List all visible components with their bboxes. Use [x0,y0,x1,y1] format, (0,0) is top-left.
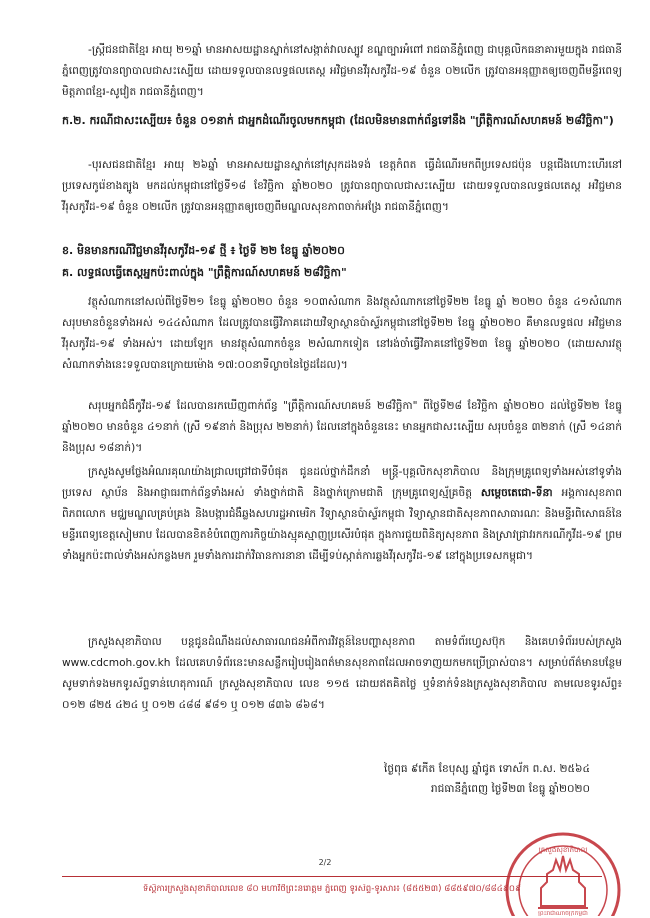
section-heading-k2: ក.២. ករណីជាសះស្បើយ៖ ចំនួន ០១នាក់ ជាអ្នកដំណើរចូលមកកម្ពុជា (ដែលមិនមានពាក់ព័ន្ធទៅនឹង "ព្រឹត្តិការណ៍សហគមន៍ ២៨វិច្ឆិកា") [62,114,614,127]
case-summary-paragraph: សរុបអ្នកជំងឺកូវីដ-១៩ ដែលបានរកឃើញពាក់ព័ន្ធ "ព្រឹត្តិការណ៍សហគមន៍ ២៨វិច្ឆិកា" ពីថ្ងៃទី២៨ ខែវិច្ឆិកា ឆ្នាំ២០២០ ដល់ថ្ងៃទី២២ ខែធ្នូ ឆ្នាំ២០២០ មានចំនួន ៤១នាក់ (ស្រី ១៩នាក់ និងប្រុស ២២នាក់) ដែលនៅក្នុងចំនួននេះ មានអ្នកជាសះស្បើយ សរុបចំនួន ៣២នាក់ (ស្រី ១៤នាក់ និងប្រុស ១៨នាក់)។ [62,400,622,454]
acknowledgement-text-start: ក្រសួងសូមថ្លែងអំណរគុណយ៉ាងជ្រាលជ្រៅជាទីបំផុត ជូនដល់ថ្នាក់ដឹកនាំ មន្ត្រី-បុគ្គលិកសុខាភិបាល និងក្រុមគ្រូពេទ្យទាំងអស់នៅទូទាំងប្រទេស ស្ថាប័ន និងអាជ្ញាធរពាក់ព័ន្ធទាំងអស់ ទាំងថ្នាក់ជាតិ និងថ្នាក់ក្រោមជាតិ ក្រុមគ្រូពេទ្យស្ម័គ្រចិត្ត [62,466,622,499]
section-heading-kh: ខ. មិនមានករណីវិជ្ជមានវីរុសកូវីដ-១៩ ថ្មី ៖ ថ្ងៃទី ២២ ខែធ្នូ ឆ្នាំ២០២០ [62,244,345,257]
acknowledgement-paragraph [62,462,622,567]
lunar-date-line: ថ្ងៃពុធ ៩កើត ខែបុស្ស ឆ្នាំជូត ទោស័ក ព.ស. ២៥៦៤ [384,763,590,775]
section-heading-k: គ. លទ្ធផលធ្វើតេស្តអ្នកប៉ះពាល់ក្នុង "ព្រឹត្តិការណ៍សហគមន៍ ២៨វិច្ឆិកា" [62,266,347,279]
ministry-seal-icon [500,826,626,916]
contact-info-paragraph: ក្រសួងសុខាភិបាល បន្តជូនដំណឹងដល់សាធារណជនអំពីការវិវត្តន៍នៃបញ្ហាសុខភាព តាមទំព័រហ្វេសប៊ុក និងគេហទំព័ររបស់ក្រសួង www.cdcmoh.gov.kh ដែលគេហទំព័រនេះមានសន្លឹករៀបរៀងពត៌មានសុខភាពដែលអាចទាញយកមកប្រើប្រាស់បាន។ សម្រាប់ព័ត៌មានបន្ថែម សូមទាក់ទងមកទូរស័ព្ទទាន់ហេតុការណ៍ ក្រសួងសុខាភិបាល លេខ ១១៥ ដោយឥតគិតថ្លៃ ឬទំនាក់ទំនងក្រសួងសុខាភិបាល តាមលេខទូរស័ព្ទ៖ ០១២ ៨២៥ ៤២៤ ឬ ០១២ ៤៨៨ ៩៨១ ឬ ០១២ ៨៣៦ ៨៦៨។ [62,636,622,711]
recovered-case-paragraph-1: -ស្ត្រីជនជាតិខ្មែរ អាយុ ២១ឆ្នាំ មានអាសយដ្ឋានស្នាក់នៅសង្កាត់វាលស្បូវ ខណ្ឌច្បារអំពៅ រាជធានីភ្នំពេញ ជាបុគ្គលិកធនាគារមួយក្នុង រាជធានីភ្នំពេញត្រូវបានព្យាបាលជាសះស្បើយ ដោយទទួលបានលទ្ធផលតេស្ត អវិជ្ជមានវីរុសកូវីដ-១៩ ចំនួន ០២លើក ត្រូវបានអនុញ្ញាតឲ្យចេញពីមន្ទីរពេទ្យមិត្តភាពខ្មែរ-សូវៀត រាជធានីភ្នំពេញ។ [62,44,622,98]
test-results-paragraph: វត្ថុសំណាកនៅសល់ពីថ្ងៃទី២១ ខែធ្នូ ឆ្នាំ២០២០ ចំនួន ១០៣សំណាក និងវត្ថុសំណាកនៅថ្ងៃទី២២ ខែធ្នូ ឆ្នាំ ២០២០ ចំនួន ៤១សំណាក សរុបមានចំនួនទាំងអស់ ១៤៤សំណាក ដែលត្រូវបានធ្វើវិភាគដោយវិទ្យាស្ថានប៉ាស្ទ័រកម្ពុជានៅថ្ងៃទី២២ ខែធ្នូ ឆ្នាំ២០២០ គឺមានលទ្ធផល អវិជ្ជមានវីរុសកូវីដ-១៩ ទាំងអស់។ ដោយឡែក មានវត្ថុសំណាកចំនួន ២សំណាកទៀត នៅរង់ចាំធ្វើវិភាគនៅថ្ងៃទី២៣ ខែធ្នូ ឆ្នាំ២០២០ (ដោយសារវត្ថុសំណាកទាំងនេះទទួលបានក្រោយម៉ោង ១៧:០០នាទីល្ងាចនៃថ្ងៃដដែល)។ [62,296,622,371]
seal-top-text: ក្រសួងសុខាភិបាល [538,846,588,854]
acknowledgement-bold-name: សម្តេចតេជោ-ទីនា [480,487,553,499]
recovered-case-paragraph-2: -បុរសជនជាតិខ្មែរ អាយុ ២៦ឆ្នាំ មានអាសយដ្ឋានស្នាក់នៅស្រុកដងទង់ ខេត្តកំពត ធ្វើដំណើរមកពីប្រទេសជប៉ុន បន្តជើងហោះហើរនៅប្រទេសកូរ៉េខាងត្បូង មកដល់កម្ពុជានៅថ្ងៃទី១៨ ខែវិច្ឆិកា ឆ្នាំ២០២០ ត្រូវបានព្យាបាលជាសះស្បើយ ដោយទទួលបានលទ្ធផលតេស្ត អវិជ្ជមានវីរុសកូវីដ-១៩ ចំនួន ០២លើក ត្រូវបានអនុញ្ញាតឲ្យចេញពីមណ្ឌលសុខភាពចាក់អង្រែ រាជធានីភ្នំពេញ។ [62,159,622,213]
footer-divider [62,876,602,877]
page-number: 2/2 [318,858,332,867]
seal-bottom-text: ព្រះរាជាណាចក្រកម្ពុជា [538,910,588,916]
solar-date-line: រាជធានីភ្នំពេញ ថ្ងៃទី២៣ ខែធ្នូ ឆ្នាំ២០២០ [430,783,590,795]
acknowledgement-text-end: អង្គការសុខភាពពិភពលោក មជ្ឈមណ្ឌលគ្រប់គ្រង និងបង្ការជំងឺឆ្លងសហរដ្ឋអាមេរិក វិទ្យាស្ថានប៉ាស្ទ័រកម្ពុជា វិទ្យាស្ថានជាតិសុខភាពសាធារណៈ និងមន្ទីរពិសោធន៍នៃមន្ទីរពេទ្យខេត្តសៀមរាប ដែលបានខិតខំបំពេញការកិច្ចយ៉ាងស្មុគស្មាញប្រសើរបំផុត ក្នុងការជួយពិនិត្យសុខភាព និងស្រាវជ្រាវរកករណីកូវីដ-១៩ ព្រមទាំងអ្នកប៉ះពាល់ទាំងអស់កន្លងមក រួមទាំងការដាក់វិធានការនានា ដើម្បីទប់ស្កាត់ការឆ្លងវីរុសកូវីដ-១៩ នៅក្នុងប្រទេសកម្ពុជា។ [62,487,623,562]
footer-address: ទីស្តីការក្រសួងសុខាភិបាលលេខ ៨០ មហាវិថីព្រះនរោត្តម ភ្នំពេញ ទូរស័ព្ទ-ទូរសារ៖ (៨៥៥២៣) ៨៨៥៩៧០/៨៨៤៩០៩ [142,884,522,894]
